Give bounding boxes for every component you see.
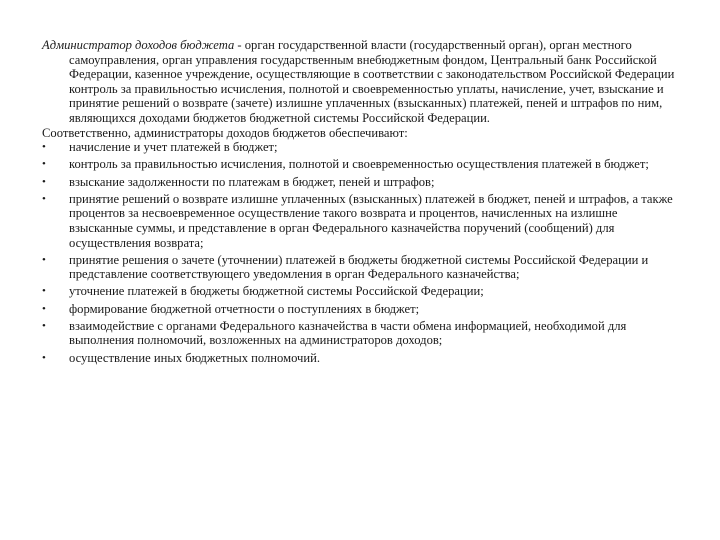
document-body xyxy=(42,38,682,368)
bullet-icon: • xyxy=(42,141,46,154)
bullet-icon: • xyxy=(42,192,46,205)
list-item-text: принятие решений о возврате излишне уплаченных (взысканных) платежей в бюджет, пеней и штрафов, а также процентов за несвоевременное осуществление такого возврата и процентов, начисленных на излишне взысканные суммы, и представление в орган Федерального казначейства поручений (сообщений) для осуществления возврата; xyxy=(69,191,673,250)
definition-paragraph xyxy=(42,38,682,126)
list-item xyxy=(42,175,682,190)
definition-term: Администратор доходов бюджета xyxy=(42,38,235,52)
list-item xyxy=(42,140,682,155)
list-item-text: осуществление иных бюджетных полномочий. xyxy=(69,350,320,365)
bullet-icon: • xyxy=(42,302,46,315)
list-item-text: взыскание задолженности по платежам в бюджет, пеней и штрафов; xyxy=(69,174,435,189)
list-item xyxy=(42,351,682,366)
bullet-icon: • xyxy=(42,253,46,266)
definition-text: - орган государственной власти (государственный орган), орган местного самоуправления, орган управления государственным внебюджетным фондом, Центральный банк Российской Федерации, казенное учреждение, осуществляющие в соответствии с законодательством Российской Федерации контроль за правильностью исчисления, полнотой и своевременностью уплаты, начисление, учет, взыскание и принятие решений о возврате (зачете) излишне уплаченных (взысканных) платежей, пеней и штрафов по ним, являющихся доходами бюджетов бюджетной системы Российской Федерации. xyxy=(69,38,675,125)
list-item-text: начисление и учет платежей в бюджет; xyxy=(69,140,278,155)
bullet-icon: • xyxy=(42,175,46,188)
list-item xyxy=(42,284,682,299)
bullet-icon: • xyxy=(42,319,46,332)
list-item-text: формирование бюджетной отчетности о поступлениях в бюджет; xyxy=(69,301,420,316)
list-item xyxy=(42,319,682,348)
intro-paragraph: Соответственно, администраторы доходов бюджетов обеспечивают: xyxy=(42,125,408,140)
list-item-text: взаимодействие с органами Федерального казначейства в части обмена информацией, необходимой для выполнения полномочий, возложенных на администраторов доходов; xyxy=(69,318,627,348)
list-item xyxy=(42,192,682,250)
duties-list xyxy=(42,140,682,365)
list-item xyxy=(42,302,682,317)
list-item xyxy=(42,253,682,282)
bullet-icon: • xyxy=(42,158,46,171)
list-item-text: принятие решения о зачете (уточнении) платежей в бюджеты бюджетной системы Российской Федерации и представление соответствующего уведомления в орган Федерального казначейства; xyxy=(69,252,649,282)
list-item-text: контроль за правильностью исчисления, полнотой и своевременностью осуществления платежей в бюджет; xyxy=(69,157,649,172)
bullet-icon: • xyxy=(42,351,46,364)
list-item xyxy=(42,157,682,172)
list-item-text: уточнение платежей в бюджеты бюджетной системы Российской Федерации; xyxy=(69,284,484,299)
bullet-icon: • xyxy=(42,285,46,298)
